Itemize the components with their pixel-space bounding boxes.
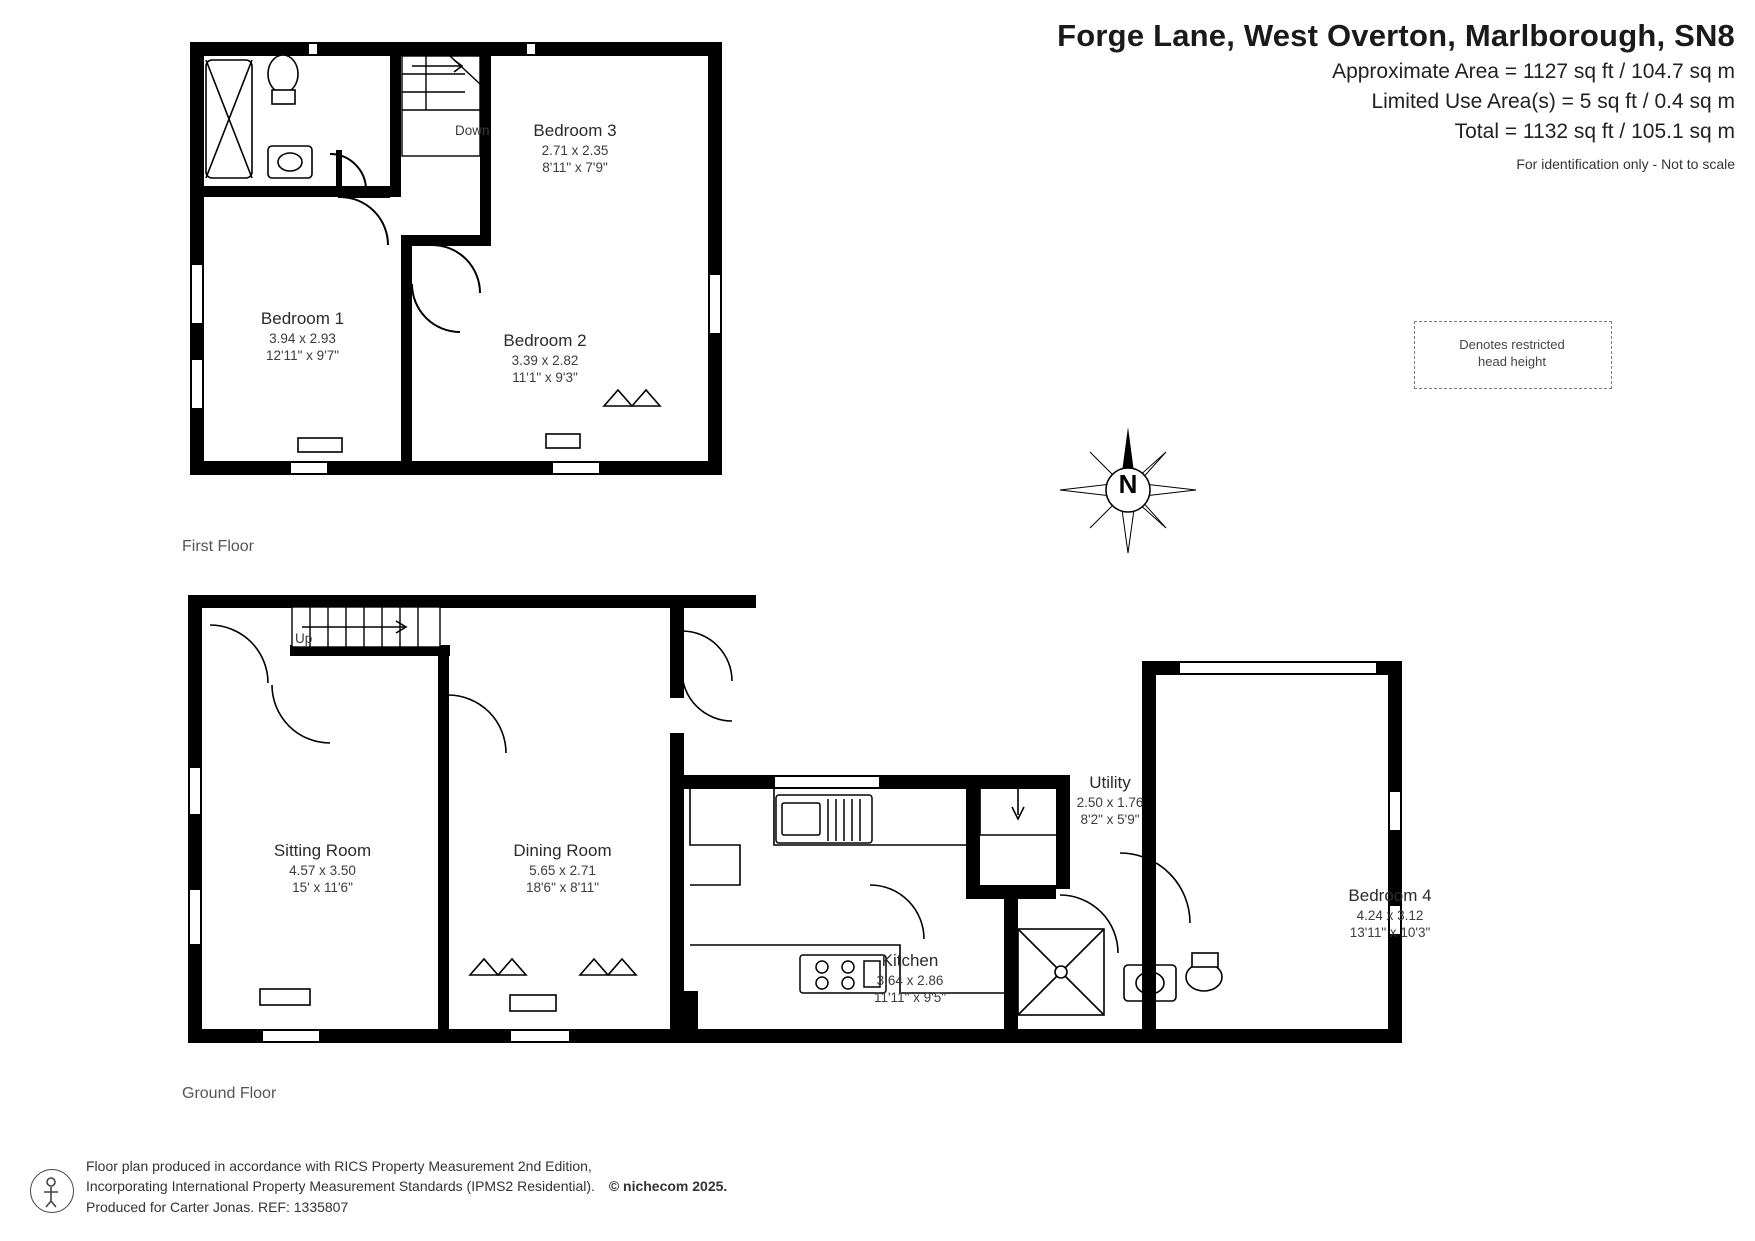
room-name: Bedroom 2 <box>503 331 587 350</box>
limited-use-area-text: Limited Use Area(s) = 5 sq ft / 0.4 sq m <box>1371 90 1735 113</box>
room-metric: 3.64 x 2.86 <box>876 972 944 988</box>
room-imperial: 15' x 11'6" <box>292 880 353 896</box>
room-metric: 5.65 x 2.71 <box>529 862 596 878</box>
stairs-down-label: Down <box>455 123 490 138</box>
room-label-bedroom-1 <box>195 308 410 364</box>
room-name: Bedroom 3 <box>533 121 617 140</box>
room-label-kitchen <box>810 950 1010 1006</box>
room-imperial: 13'11" x 10'3" <box>1349 925 1431 941</box>
room-imperial: 8'2" x 5'9" <box>1080 812 1140 828</box>
floor-label-ground: Ground Floor <box>182 1085 277 1102</box>
room-label-bedroom-3 <box>470 120 680 176</box>
header <box>775 18 1735 172</box>
footer-line-3: Produced for Carter Jonas. REF: 1335807 <box>86 1198 349 1215</box>
room-metric: 4.57 x 3.50 <box>289 862 356 878</box>
footer-text <box>86 1156 727 1217</box>
denotes-line-1: Denotes restricted <box>1459 337 1565 352</box>
denotes-line-2: head height <box>1478 353 1546 369</box>
surveyor-icon <box>30 1169 74 1213</box>
room-name: Kitchen <box>881 951 939 970</box>
room-label-dining-room <box>455 840 670 896</box>
room-name: Dining Room <box>513 841 612 860</box>
stairs-up-label: Up <box>295 631 313 646</box>
room-metric: 3.39 x 2.82 <box>511 352 579 368</box>
compass-north-label: N <box>1118 469 1138 499</box>
room-imperial: 8'11" x 7'9" <box>542 160 608 176</box>
identification-notice: For identification only - Not to scale <box>1516 156 1735 172</box>
footer-line-2a: Incorporating International Property Measurement Standards (IPMS2 Residential). <box>86 1178 595 1195</box>
approximate-area-text: Approximate Area = 1127 sq ft / 104.7 sq m <box>1332 60 1735 83</box>
room-label-bedroom-2 <box>440 330 650 386</box>
room-metric: 2.71 x 2.35 <box>541 142 609 158</box>
total-area-text: Total = 1132 sq ft / 105.1 sq m <box>1454 120 1735 143</box>
room-metric: 4.24 x 3.12 <box>1356 907 1424 923</box>
room-name: Bedroom 4 <box>1348 886 1432 905</box>
room-label-utility <box>1020 772 1200 828</box>
footer-copyright: © nichecom 2025. <box>608 1178 728 1195</box>
room-metric: 2.50 x 1.76 <box>1076 794 1144 810</box>
first-floor-plan <box>180 34 780 544</box>
compass-rose <box>1058 425 1198 555</box>
room-label-sitting-room <box>215 840 430 896</box>
room-imperial: 11'1" x 9'3" <box>512 370 578 386</box>
room-label-bedroom-4 <box>1290 885 1490 941</box>
restricted-head-height-label <box>1400 337 1624 371</box>
room-name: Utility <box>1089 773 1131 792</box>
room-name: Bedroom 1 <box>260 309 345 328</box>
footer-line-1: Floor plan produced in accordance with RICS Property Measurement 2nd Edition, <box>86 1158 592 1175</box>
floor-label-first: First Floor <box>182 538 254 555</box>
page-title: Forge Lane, West Overton, Marlborough, SN8 <box>1057 18 1735 53</box>
room-imperial: 12'11" x 9'7" <box>265 348 340 364</box>
room-imperial: 18'6" x 8'11" <box>525 880 600 896</box>
room-name: Sitting Room <box>273 841 372 860</box>
room-imperial: 11'11" x 9'5" <box>873 990 947 1006</box>
room-metric: 3.94 x 2.93 <box>269 330 336 346</box>
